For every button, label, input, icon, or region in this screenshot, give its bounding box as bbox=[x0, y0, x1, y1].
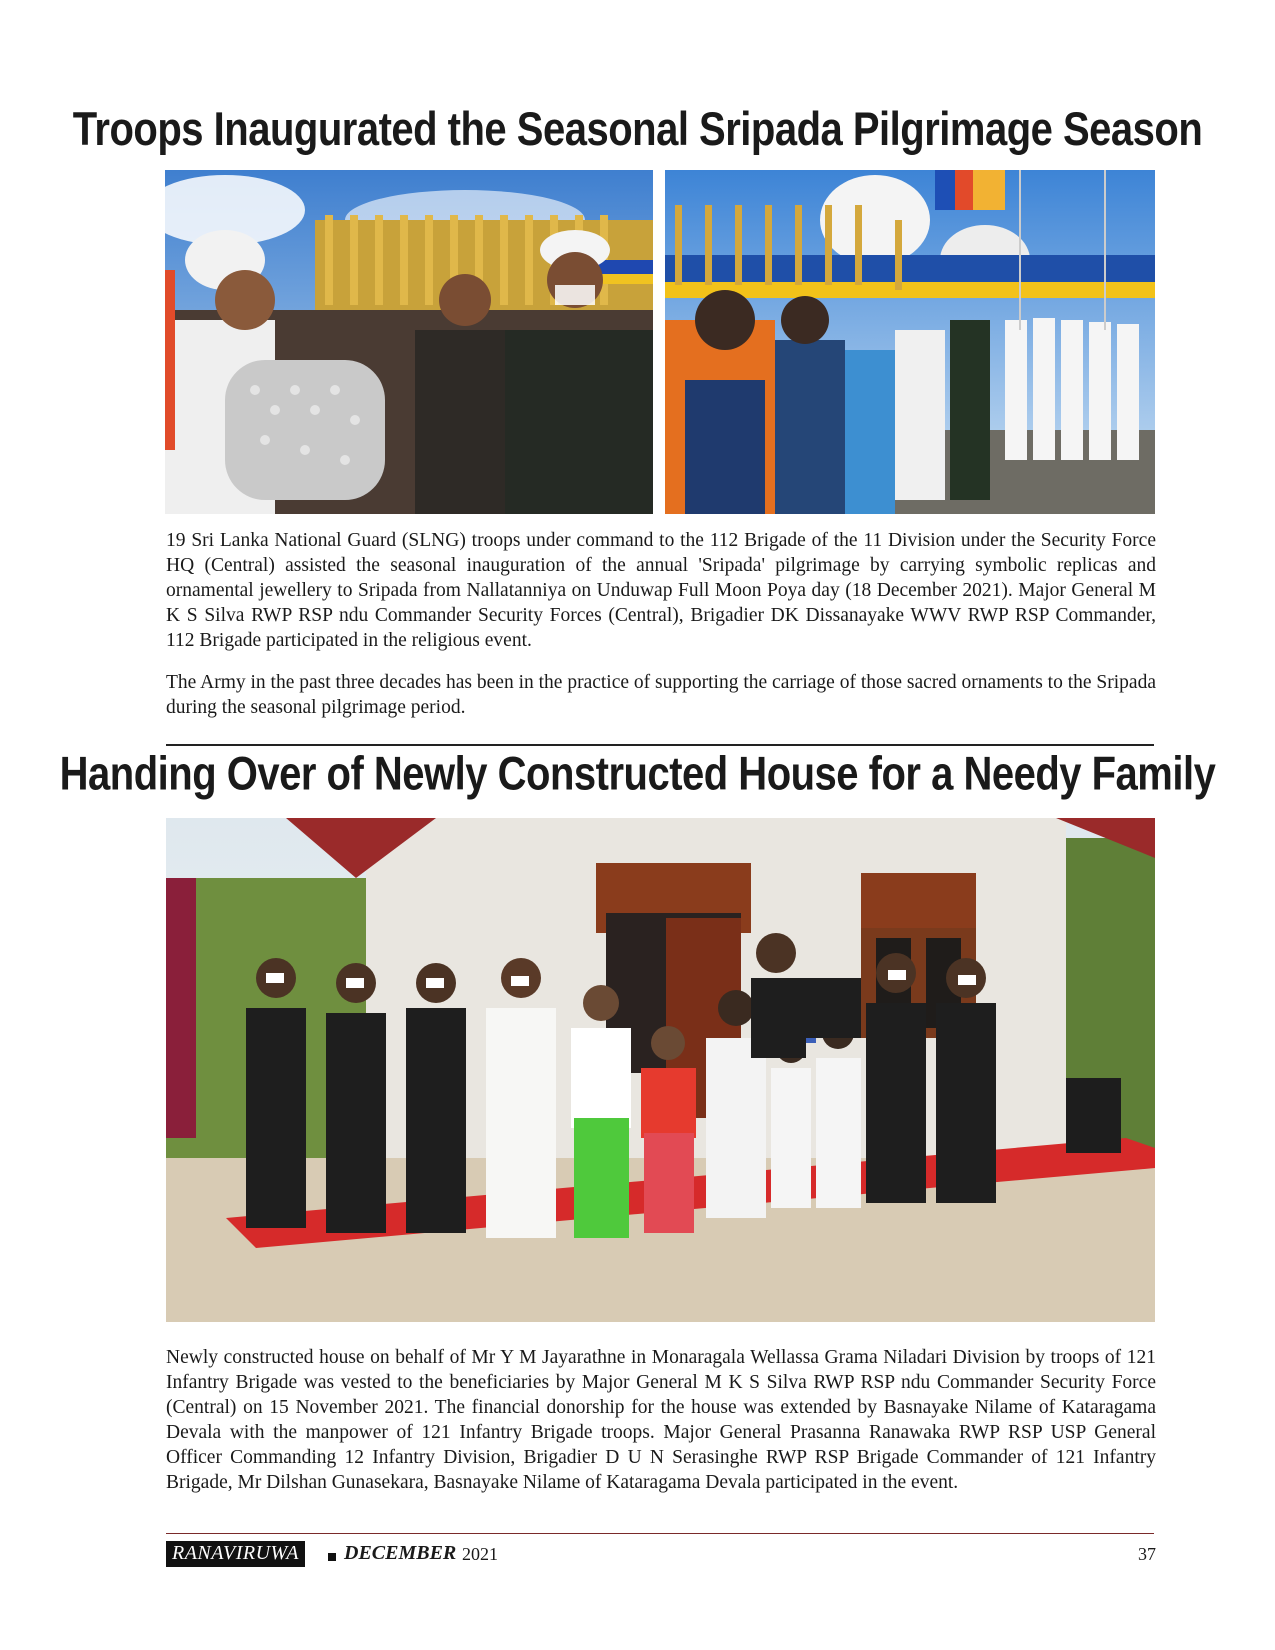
page-footer bbox=[166, 1541, 1156, 1571]
issue-year: 2021 bbox=[462, 1544, 498, 1564]
issue-month: DECEMBER bbox=[344, 1542, 457, 1564]
publication-name: RANAVIRUWA bbox=[166, 1541, 305, 1567]
headline-sripada: Troops Inaugurated the Seasonal Sripada Pilgrimage Season bbox=[72, 103, 1203, 156]
page-number: 37 bbox=[1138, 1544, 1156, 1564]
headline-house-handover: Handing Over of Newly Constructed House for a Needy Family bbox=[59, 747, 1216, 800]
article2-paragraph-1: Newly constructed house on behalf of Mr Y M Jayarathne in Monaragala Wellassa Grama Niladari Division by troops of 121 Infantry Brigade was vested to the beneficiaries by Major General M K S Silva RWP RSP ndu Commander Security Force (Central) on 15 November 2021. The financial donorship for the house was extended by Basnayake Nilame of Kataragama Devala with the manpower of 121 Infantry Brigade troops. Major General Prasanna Ranawaka RWP RSP USP General Officer Commanding 12 Infantry Division, Brigadier D U N Serasinghe RWP RSP Brigade Commander of 121 Infantry Brigade, Mr Dilshan Gunasekara, Basnayake Nilame of Kataragama Devala participated in the event. bbox=[166, 1347, 1156, 1493]
footer-rule bbox=[166, 1533, 1154, 1534]
footer-bullet bbox=[328, 1553, 336, 1561]
photo-worshippers bbox=[665, 170, 1155, 514]
section-divider bbox=[166, 744, 1154, 746]
photo-ornament-carrying bbox=[165, 170, 653, 514]
photo-house-group bbox=[166, 818, 1155, 1322]
article1-paragraph-1: 19 Sri Lanka National Guard (SLNG) troops under command to the 112 Brigade of the 11 Division under the Security Force HQ (Central) assisted the seasonal inauguration of the annual 'Sripada' pilgrimage by carrying symbolic replicas and ornamental jewellery to Sripada from Nallatanniya on Unduwap Full Moon Poya day (18 December 2021). Major General M K S Silva RWP RSP ndu Commander Security Forces (Central), Brigadier DK Dissanayake WWV RWP RSP Commander, 112 Brigade participated in the religious event. bbox=[166, 530, 1156, 651]
article1-paragraph-2: The Army in the past three decades has been in the practice of supporting the carriage of those sacred ornaments to the Sripada during the seasonal pilgrimage period. bbox=[166, 672, 1156, 718]
